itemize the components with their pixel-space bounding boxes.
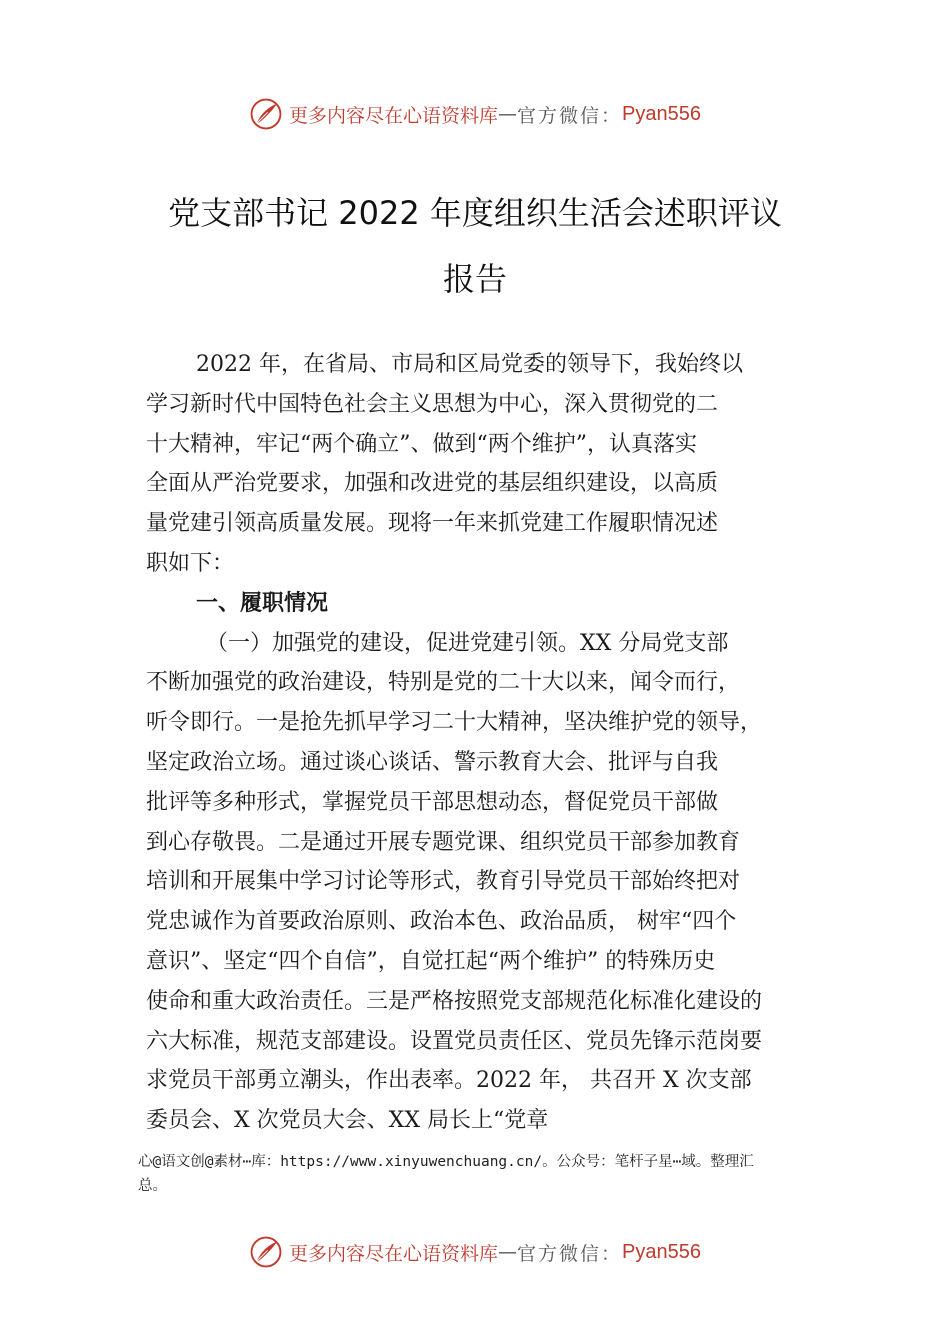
body-line: 坚定政治立场。通过谈心谈话、警示教育大会、批评与自我	[146, 749, 719, 775]
body-line: 不断加强党的政治建设，特别是党的二十大以来，闻令而行，	[146, 670, 741, 696]
banner-text: 更多内容尽在心语资料库	[289, 104, 499, 127]
body-line: 意识”、坚定“四个自信”，自觉扛起“两个维护” 的特殊历史	[146, 948, 716, 974]
document-title-line-1: 党支部书记 2022 年度组织生活会述职评议	[168, 194, 782, 232]
footer-line-2: 总。	[138, 1178, 167, 1194]
body-line: 学习新时代中国特色社会主义思想为中心，深入贯彻党的二	[146, 391, 719, 417]
banner-wechat-label: 官方微信：	[517, 104, 623, 127]
quill-logo-icon	[249, 97, 283, 131]
document-title-line-2: 报告	[442, 260, 507, 298]
body-line: 党忠诚作为首要政治原则、政治本色、政治品质， 树牢“四个	[146, 909, 737, 935]
body-line: 批评等多种形式，掌握党员干部思想动态，督促党员干部做	[146, 789, 719, 815]
body-line: 六大标准，规范支部建设。设置党员责任区、党员先锋示范岗要	[146, 1028, 763, 1054]
body-line: 求党员干部勇立潮头，作出表率。2022 年， 共召开 X 次支部	[146, 1068, 752, 1094]
quill-logo-icon	[249, 1235, 283, 1269]
body-line: 2022 年，在省局、市局和区局党委的领导下，我始终以	[196, 352, 743, 377]
top-banner	[0, 94, 950, 134]
body-line: 听令即行。一是抢先抓早学习二十大精神，坚决维护党的领导，	[146, 710, 763, 736]
body-line: 使命和重大政治责任。三是严格按照党支部规范化标准化建设的	[146, 988, 763, 1014]
body-line: 职如下：	[146, 550, 235, 576]
body-line: 到心存敬畏。二是通过开展专题党课、组织党员干部参加教育	[146, 829, 741, 855]
body-line: （一）加强党的建设，促进党建引领。XX 分局党支部	[206, 630, 729, 656]
body-line: 培训和开展集中学习讨论等形式，教育引导党员干部始终把对	[146, 869, 741, 895]
document-body	[146, 345, 836, 1141]
bottom-banner	[0, 1232, 950, 1272]
banner-text: 更多内容尽在心语资料库	[289, 1242, 499, 1265]
source-footer	[138, 1150, 838, 1198]
banner-separator: —	[498, 1241, 518, 1263]
section-heading: 一、履职情况	[196, 590, 329, 616]
body-line: 量党建引领高质量发展。现将一年来抓党建工作履职情况述	[146, 511, 719, 537]
banner-wechat-id: Pyan556	[622, 1240, 701, 1263]
footer-line-1: 心@语文创@素材⋯库：https://www.xinyuwenchuang.cn/。公众号：笔杆子星⋯域。整理汇	[138, 1154, 754, 1170]
banner-separator: —	[498, 103, 518, 125]
banner-wechat-id: Pyan556	[622, 102, 701, 125]
body-line: 十大精神，牢记“两个确立”、做到“两个维护”，认真落实	[146, 431, 697, 457]
body-line: 委员会、X 次党员大会、XX 局长上“党章	[146, 1108, 549, 1134]
banner-wechat-label: 官方微信：	[517, 1242, 623, 1265]
body-line: 全面从严治党要求，加强和改进党的基层组织建设，以高质	[146, 471, 719, 497]
